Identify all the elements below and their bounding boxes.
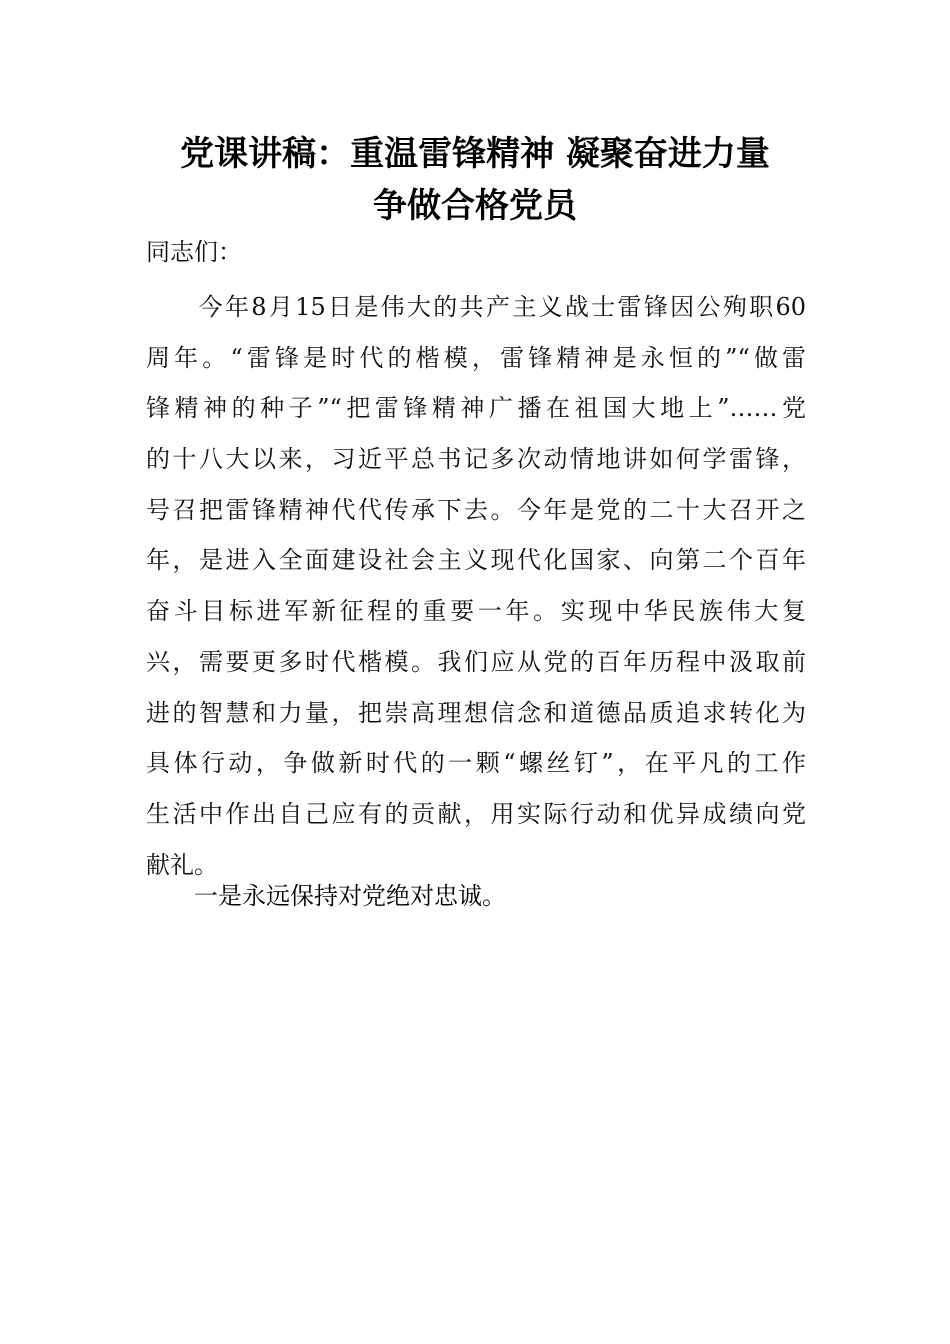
paragraph-line: 献礼。 [146, 850, 218, 879]
paragraph-line: 的十八大以来，习近平总书记多次动情地讲如何学雷锋， [146, 445, 806, 474]
document-title-line-2: 争做合格党员 [373, 186, 577, 226]
paragraph-line: 生活中作出自己应有的贡献，用实际行动和优异成绩向党 [146, 799, 806, 828]
body-paragraph [146, 282, 806, 890]
paragraph-line: 兴，需要更多时代楷模。我们应从党的百年历程中汲取前 [146, 647, 806, 676]
paragraph-line: 奋斗目标进军新征程的重要一年。实现中华民族伟大复 [146, 597, 806, 626]
paragraph-line: 锋精神的种子”“把雷锋精神广播在祖国大地上”……党 [146, 394, 806, 423]
greeting: 同志们： [146, 238, 242, 266]
document-title-line-1: 党课讲稿：重温雷锋精神 凝聚奋进力量 [180, 134, 770, 174]
paragraph-line: 号召把雷锋精神代代传承下去。今年是党的二十大召开之 [146, 495, 806, 524]
paragraph-line: 周年。“雷锋是时代的楷模，雷锋精神是永恒的”“做雷 [146, 343, 806, 372]
section-point-heading: 一是永远保持对党绝对忠诚。 [194, 882, 506, 910]
paragraph-line: 具体行动，争做新时代的一颗“螺丝钉”，在平凡的工作 [146, 749, 806, 778]
paragraph-line: 年，是进入全面建设社会主义现代化国家、向第二个百年 [146, 546, 806, 575]
paragraph-line: 进的智慧和力量，把崇高理想信念和道德品质追求转化为 [146, 698, 806, 727]
paragraph-line: 今年8月15日是伟大的共产主义战士雷锋因公殉职60 [146, 293, 806, 321]
